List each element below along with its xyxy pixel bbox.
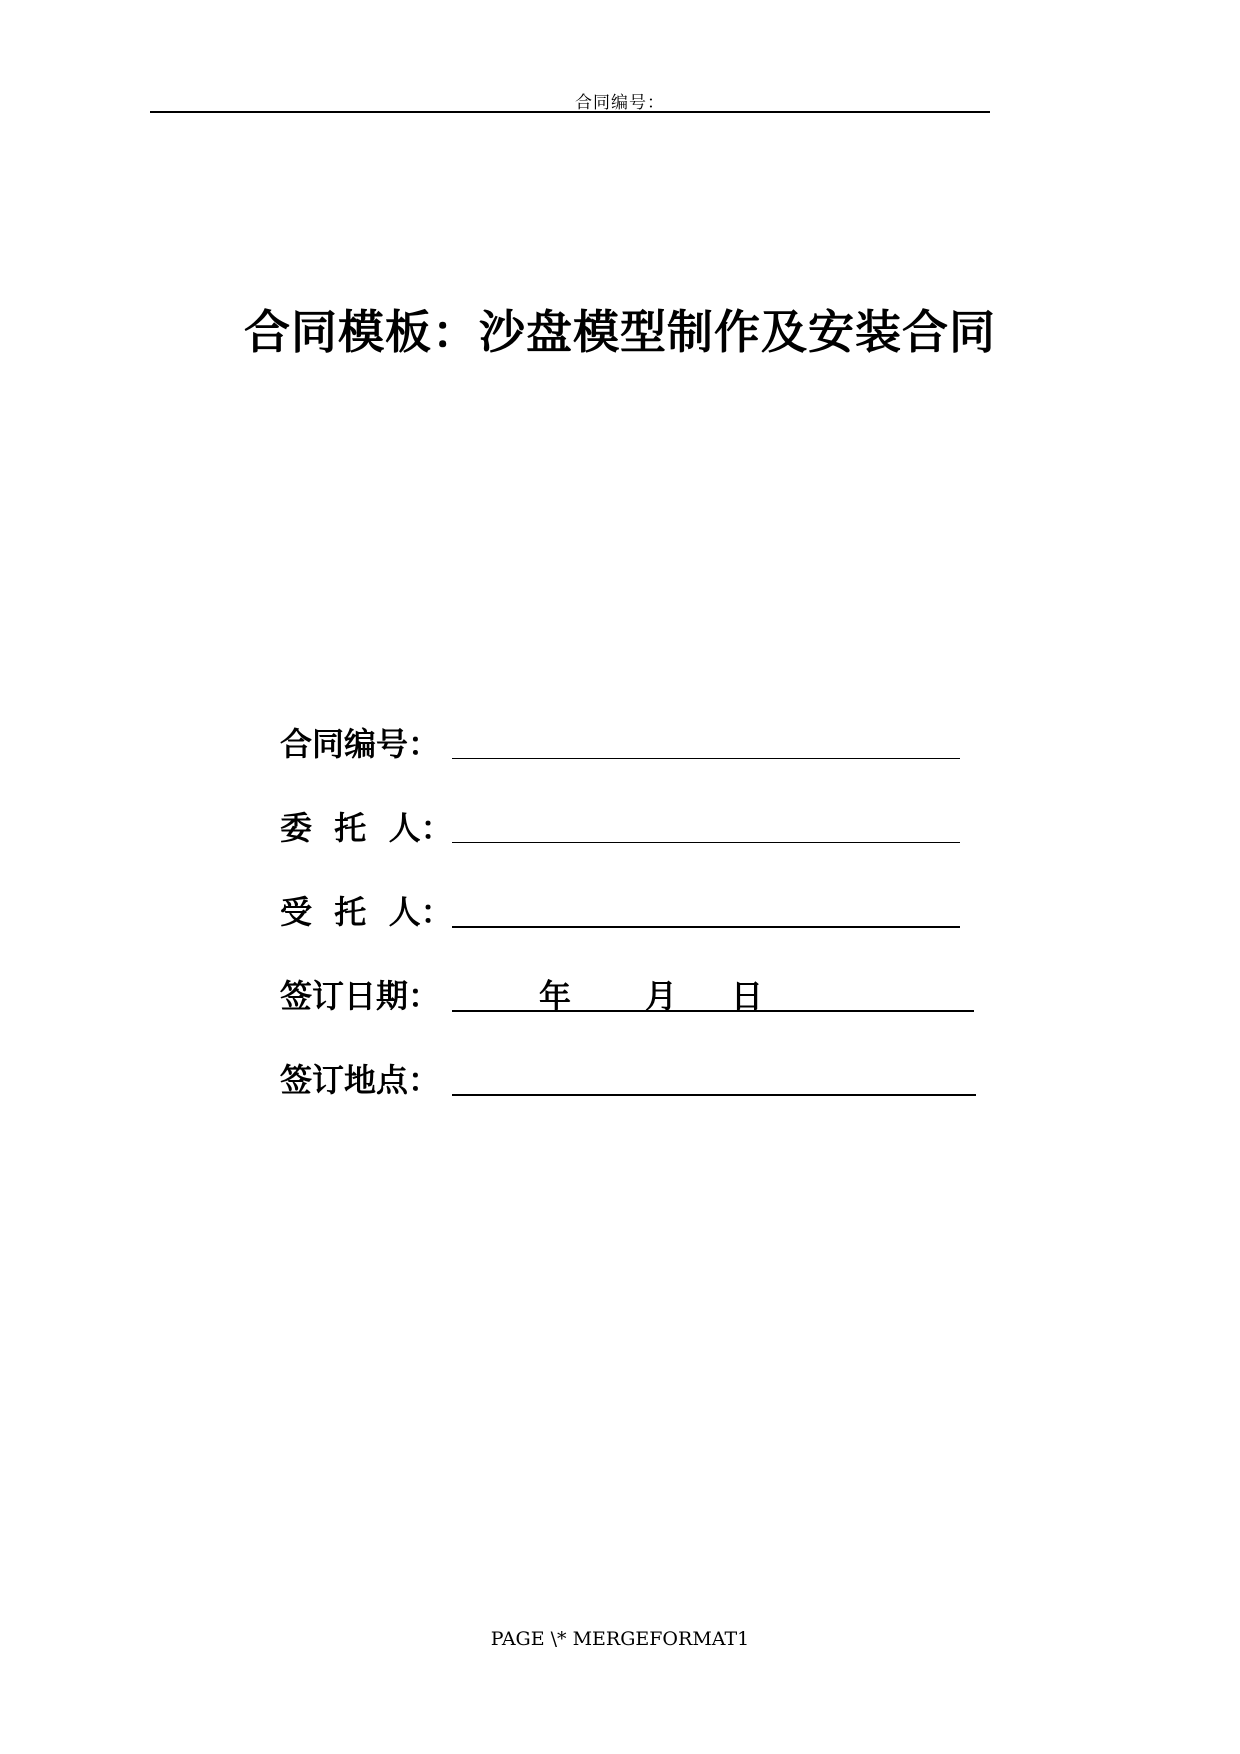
header-contract-no: 合同编号： [575, 93, 665, 113]
field-trustee-label: 受 托 人： [280, 893, 453, 931]
field-client [280, 806, 1000, 890]
field-client-line[interactable] [452, 842, 960, 843]
field-sign-date-line[interactable] [452, 1010, 974, 1012]
field-sign-date-label: 签订日期： [280, 977, 441, 1015]
field-contract-no-label: 合同编号： [280, 725, 441, 763]
field-trustee-line[interactable] [452, 926, 960, 928]
cover-fields [280, 722, 1000, 1142]
field-trustee [280, 890, 1000, 974]
field-client-label: 委 托 人： [280, 809, 453, 847]
field-contract-no [280, 722, 1000, 806]
header-rule [150, 111, 990, 113]
field-sign-place-label: 签订地点： [280, 1061, 441, 1099]
field-sign-place [280, 1058, 1000, 1142]
field-sign-date [280, 974, 1000, 1058]
document-title: 合同模板：沙盘模型制作及安装合同 [244, 305, 996, 359]
date-month-label: 月 [645, 977, 678, 1015]
date-day-label: 日 [731, 977, 764, 1015]
footer-page-field: PAGE \* MERGEFORMAT1 [490, 1628, 750, 1650]
field-sign-place-line[interactable] [452, 1094, 976, 1096]
field-contract-no-line[interactable] [452, 758, 960, 759]
date-year-label: 年 [539, 977, 572, 1015]
